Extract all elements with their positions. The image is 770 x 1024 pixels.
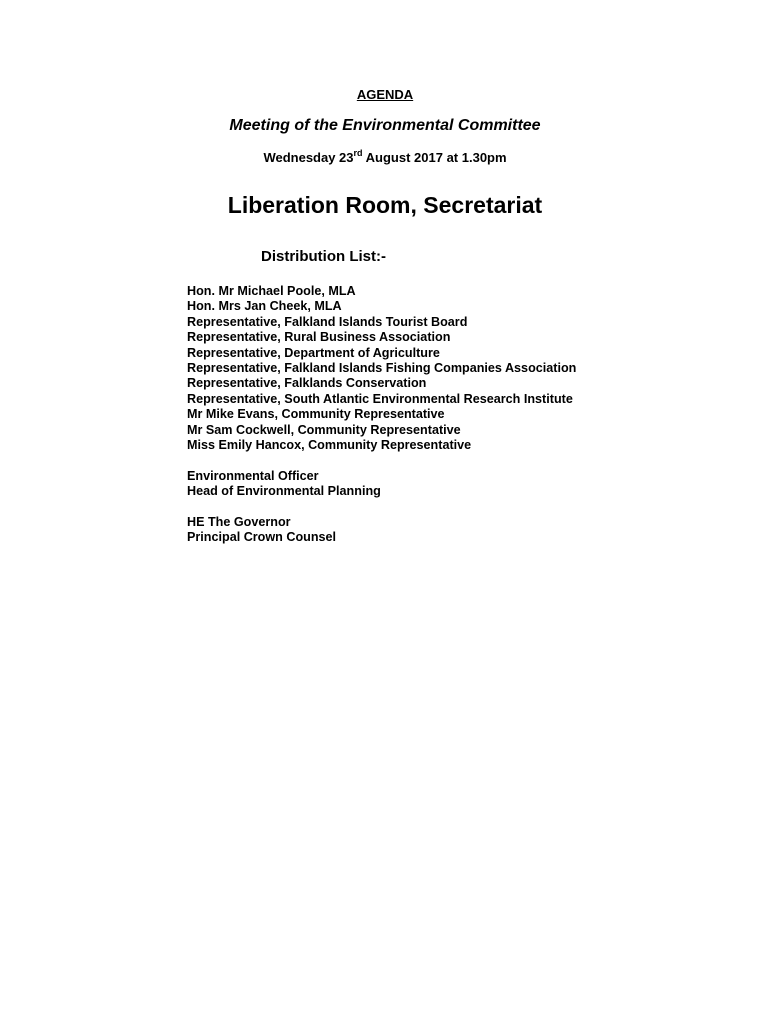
meeting-date-day: Wednesday 23 [263,150,354,165]
list-item: Mr Mike Evans, Community Representative [187,407,445,422]
distribution-members-list [187,284,576,453]
list-item: Head of Environmental Planning [187,484,381,499]
list-item: Representative, Falklands Conservation [187,376,427,391]
agenda-heading: AGENDA [356,87,414,102]
list-item: Miss Emily Hancox, Community Representative [187,438,472,453]
list-item: Mr Sam Cockwell, Community Representative [187,422,461,437]
list-item: Hon. Mrs Jan Cheek, MLA [187,299,342,314]
list-item: Representative, Department of Agriculture [187,345,440,360]
list-item: Representative, Falkland Islands Tourist Board [187,314,468,329]
list-item: Representative, South Atlantic Environmental Research Institute [187,391,573,406]
meeting-date [0,147,770,165]
distribution-list-heading: Distribution List:- [261,248,386,265]
list-item: Environmental Officer [187,469,319,483]
meeting-date-ordinal: rd [353,147,363,158]
meeting-title: Meeting of the Environmental Committee [229,117,541,134]
meeting-date-rest: August 2017 at 1.30pm [362,150,507,165]
meeting-venue: Liberation Room, Secretariat [227,192,543,218]
distribution-others-list [187,515,336,546]
list-item: Principal Crown Counsel [187,530,337,545]
list-item: Representative, Falkland Islands Fishing Companies Association [187,361,577,376]
list-item: HE The Governor [187,515,291,529]
list-item: Hon. Mr Michael Poole, MLA [187,284,356,298]
distribution-officers-list [187,469,381,500]
list-item: Representative, Rural Business Association [187,330,451,345]
